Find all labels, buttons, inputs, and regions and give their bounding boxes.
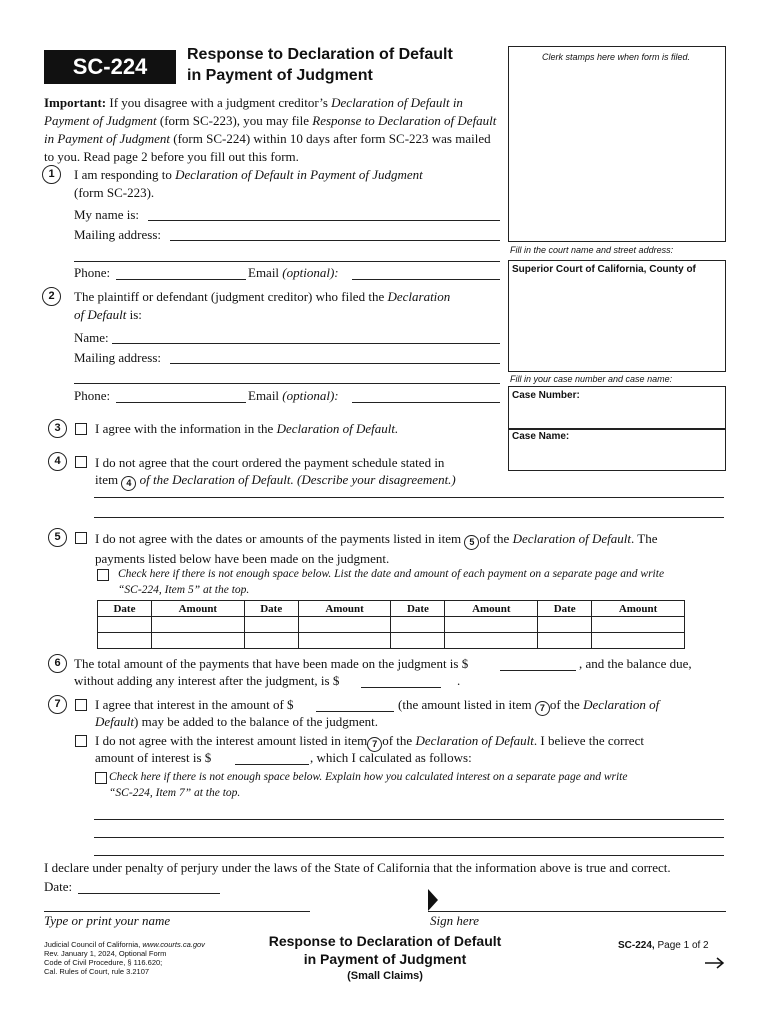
item5-text-d: . The <box>631 531 658 546</box>
my-mailing-field-2[interactable] <box>74 261 500 262</box>
footer-title-1: Response to Declaration of Default <box>268 933 502 949</box>
item-ref-7: 7 <box>367 737 382 752</box>
table-cell[interactable] <box>298 617 391 633</box>
item5-text-a: I do not agree with the dates or amounts of the payments listed in item <box>95 531 462 546</box>
form-title-line2: in Payment of Judgment <box>187 67 373 84</box>
item5-checkbox[interactable] <box>75 532 87 544</box>
item6-text-b: , and the balance due, <box>579 656 692 671</box>
footer-page-info <box>618 940 709 951</box>
date-label: Date: <box>44 879 73 894</box>
footer-subtitle: (Small Claims) <box>347 970 423 982</box>
item3-checkbox[interactable] <box>75 423 87 435</box>
table-cell[interactable] <box>592 633 685 649</box>
table-cell[interactable] <box>391 617 445 633</box>
item4-text <box>95 454 456 491</box>
my-name-label: My name is: <box>74 207 139 222</box>
table-header-amount: Amount <box>151 601 244 617</box>
item7-a4: Declaration of <box>583 697 660 712</box>
item4-text-b: item <box>95 472 119 487</box>
table-cell[interactable] <box>592 617 685 633</box>
item6-text-line1 <box>74 656 468 672</box>
item-number-1: 1 <box>42 165 61 184</box>
footer-form-id: SC-224, <box>618 940 655 951</box>
item7-disagree-text-b5: amount of interest is $ <box>95 750 212 765</box>
court-fill-label: Fill in the court name and street address: <box>510 245 674 255</box>
case-fill-label: Fill in your case number and case name: <box>510 374 673 384</box>
my-email-label <box>248 265 339 281</box>
payments-table-header <box>98 601 685 617</box>
item7-b2: of the <box>382 733 416 748</box>
item-number-7: 7 <box>48 695 67 714</box>
creditor-email-field[interactable] <box>352 402 500 403</box>
table-header-date: Date <box>538 601 592 617</box>
item4-line-1[interactable] <box>94 497 724 498</box>
footer-council: Judicial Council of California, <box>44 940 143 949</box>
important-text: If you disagree with a judgment creditor’s <box>106 95 332 110</box>
table-cell[interactable] <box>151 617 244 633</box>
important-notice <box>44 94 499 166</box>
item7-extra-space-text <box>109 769 729 801</box>
creditor-name-field[interactable] <box>112 343 500 344</box>
item7-extra-space-checkbox[interactable] <box>95 772 107 784</box>
creditor-mailing-field-2[interactable] <box>74 383 500 384</box>
item7-a6: ) may be added to the balance of the judgment. <box>134 714 379 729</box>
item-number-4: 4 <box>48 452 67 471</box>
date-field[interactable] <box>78 893 220 894</box>
item4-checkbox[interactable] <box>75 456 87 468</box>
table-header-amount: Amount <box>592 601 685 617</box>
table-cell[interactable] <box>298 633 391 649</box>
email-label: Email <box>248 388 280 403</box>
interest-correct-field[interactable] <box>235 764 309 765</box>
clerk-stamp-label: Clerk stamps here when form is filed. <box>541 52 691 62</box>
footer-page-number: Page 1 of 2 <box>654 940 709 951</box>
item3-text <box>95 421 398 437</box>
clerk-stamp-box <box>508 46 726 242</box>
item3-ref: Declaration of Default. <box>276 421 399 436</box>
my-phone-field[interactable] <box>116 279 246 280</box>
item7-a3: of the <box>549 697 584 712</box>
my-name-field[interactable] <box>148 220 500 221</box>
table-header-date: Date <box>98 601 152 617</box>
item7-a2: (the amount listed in item <box>398 697 532 712</box>
item3-text-a: I agree with the information in the <box>95 421 277 436</box>
table-header-amount: Amount <box>445 601 538 617</box>
total-payments-field[interactable] <box>500 670 576 671</box>
court-name: Superior Court of California, County of <box>512 264 696 275</box>
arrow-right-icon <box>704 956 726 970</box>
item5-text-b: of the <box>479 531 513 546</box>
item7-line-1[interactable] <box>94 819 724 820</box>
item7-check-text-1: Check here if there is not enough space below. Explain how you calculated interest on a separate page and write <box>109 771 628 783</box>
item6-text-a: The total amount of the payments that have been made on the judgment is $ <box>74 656 469 671</box>
my-phone-label: Phone: <box>74 265 111 280</box>
item1-ref: Declaration of Default in Payment of Judgment <box>175 167 423 182</box>
important-ref-224: Response to Declaration of Default in Payment of Judgment <box>44 113 497 146</box>
item2-ref-b: of Default <box>74 307 127 322</box>
interest-agree-field[interactable] <box>316 711 394 712</box>
table-cell[interactable] <box>244 617 298 633</box>
footer-rule: Cal. Rules of Court, rule 3.2107 <box>44 967 150 976</box>
item4-text-c: of the Declaration of Default. (Describe your disagreement.) <box>139 472 456 487</box>
email-optional: (optional): <box>282 388 339 403</box>
item7-line-2[interactable] <box>94 837 724 838</box>
item5-extra-space-checkbox[interactable] <box>97 569 109 581</box>
item5-ref: Declaration of Default <box>512 531 631 546</box>
creditor-phone-field[interactable] <box>116 402 246 403</box>
table-row <box>98 617 685 633</box>
my-email-field[interactable] <box>352 279 500 280</box>
table-header-amount: Amount <box>298 601 391 617</box>
table-header-date: Date <box>391 601 445 617</box>
item7-agree-text-b <box>398 697 659 716</box>
sign-arrow-icon <box>428 889 438 911</box>
item-ref-4: 4 <box>121 476 136 491</box>
email-optional: (optional): <box>282 265 339 280</box>
item7-b1: I do not agree with the interest amount listed in item <box>95 733 368 748</box>
creditor-name-label: Name: <box>74 330 109 345</box>
item1-text-a: I am responding to <box>74 167 176 182</box>
item7-agree-text-c <box>95 714 378 730</box>
email-label: Email <box>248 265 280 280</box>
payments-table <box>97 600 685 649</box>
declaration-text: I declare under penalty of perjury under the laws of the State of California that the information above is true and correct. <box>44 860 671 875</box>
item7-b4: . I believe the correct <box>533 733 644 748</box>
important-text: (form SC-224) within 10 days after form SC-223 was mailed to you. Read page 2 before you fill out this form. <box>44 131 491 164</box>
footer-rev: Rev. January 1, 2024, Optional Form <box>44 949 167 958</box>
court-name-box[interactable] <box>508 260 726 372</box>
item6-text-c: without adding any interest after the judgment, is $ <box>74 673 340 688</box>
item7-a5: Default <box>95 714 134 729</box>
important-text: (form SC-223), you may file <box>156 113 313 128</box>
item5-extra-space-text <box>118 566 728 598</box>
next-page-arrow-icon[interactable] <box>704 956 726 974</box>
item6-text-line2 <box>74 673 339 689</box>
item5-text-e: payments listed below have been made on the judgment. <box>95 551 390 566</box>
item-ref-5: 5 <box>464 535 479 550</box>
table-cell[interactable] <box>244 633 298 649</box>
item-number-3: 3 <box>48 419 67 438</box>
item6-text-d: . <box>457 673 461 688</box>
item-number-5: 5 <box>48 528 67 547</box>
important-ref-223: Declaration of Default in Payment of Judgment <box>44 95 463 128</box>
balance-due-field[interactable] <box>361 687 441 688</box>
creditor-email-label <box>248 388 339 404</box>
item1-text-c: (form SC-223). <box>74 185 155 200</box>
item7-line-3[interactable] <box>94 855 724 856</box>
creditor-phone-label: Phone: <box>74 388 111 403</box>
item2-text-a: The plaintiff or defendant (judgment creditor) who filed the <box>74 289 388 304</box>
table-cell[interactable] <box>98 633 152 649</box>
signature-field[interactable] <box>428 911 726 912</box>
sign-here-label: Sign here <box>430 913 479 928</box>
item5-check-text-2: “SC-224, Item 5” at the top. <box>118 584 250 596</box>
item1-text <box>74 166 423 202</box>
table-cell[interactable] <box>538 617 592 633</box>
table-cell[interactable] <box>151 633 244 649</box>
form-title-line1: Response to Declaration of Default <box>187 46 453 63</box>
item7-b3: Declaration of Default <box>415 733 534 748</box>
item2-text <box>74 288 450 324</box>
my-mailing-field-1[interactable] <box>170 240 500 241</box>
table-cell[interactable] <box>445 633 538 649</box>
item7-agree-checkbox[interactable] <box>75 699 87 711</box>
footer-title-2: in Payment of Judgment <box>303 951 467 967</box>
creditor-mailing-label: Mailing address: <box>74 350 162 365</box>
footer-council-url: www.courts.ca.gov <box>142 940 205 949</box>
footer-legal <box>44 940 244 976</box>
form-code: SC-224 <box>44 50 176 84</box>
item4-text-a: I do not agree that the court ordered the payment schedule stated in <box>95 455 445 470</box>
item7-agree-text-a: I agree that interest in the amount of $ <box>95 697 294 712</box>
type-name-label: Type or print your name <box>44 913 171 928</box>
item4-line-2[interactable] <box>94 517 724 518</box>
item7-check-text-2: “SC-224, Item 7” at the top. <box>109 787 241 799</box>
item7-disagree-text-b6: , which I calculated as follows: <box>310 750 472 765</box>
table-row <box>98 633 685 649</box>
name-field[interactable] <box>44 911 310 912</box>
item2-text-d: is: <box>126 307 142 322</box>
table-cell[interactable] <box>538 633 592 649</box>
item7-disagree-checkbox[interactable] <box>75 735 87 747</box>
case-number-label: Case Number: <box>512 390 580 401</box>
footer-code: Code of Civil Procedure, § 116.620; <box>44 958 163 967</box>
case-name-label: Case Name: <box>512 431 570 442</box>
table-cell[interactable] <box>391 633 445 649</box>
table-header-date: Date <box>244 601 298 617</box>
item-ref-7: 7 <box>535 701 550 716</box>
item5-check-text-1: Check here if there is not enough space below. List the date and amount of each payment on a separate page and write <box>118 568 665 580</box>
my-mailing-label: Mailing address: <box>74 227 162 242</box>
table-cell[interactable] <box>98 617 152 633</box>
item-number-2: 2 <box>42 287 61 306</box>
important-label: Important: <box>44 95 107 110</box>
item5-text <box>95 530 725 567</box>
creditor-mailing-field-1[interactable] <box>170 363 500 364</box>
item-number-6: 6 <box>48 654 67 673</box>
item2-ref-a: Declaration <box>387 289 451 304</box>
table-cell[interactable] <box>445 617 538 633</box>
